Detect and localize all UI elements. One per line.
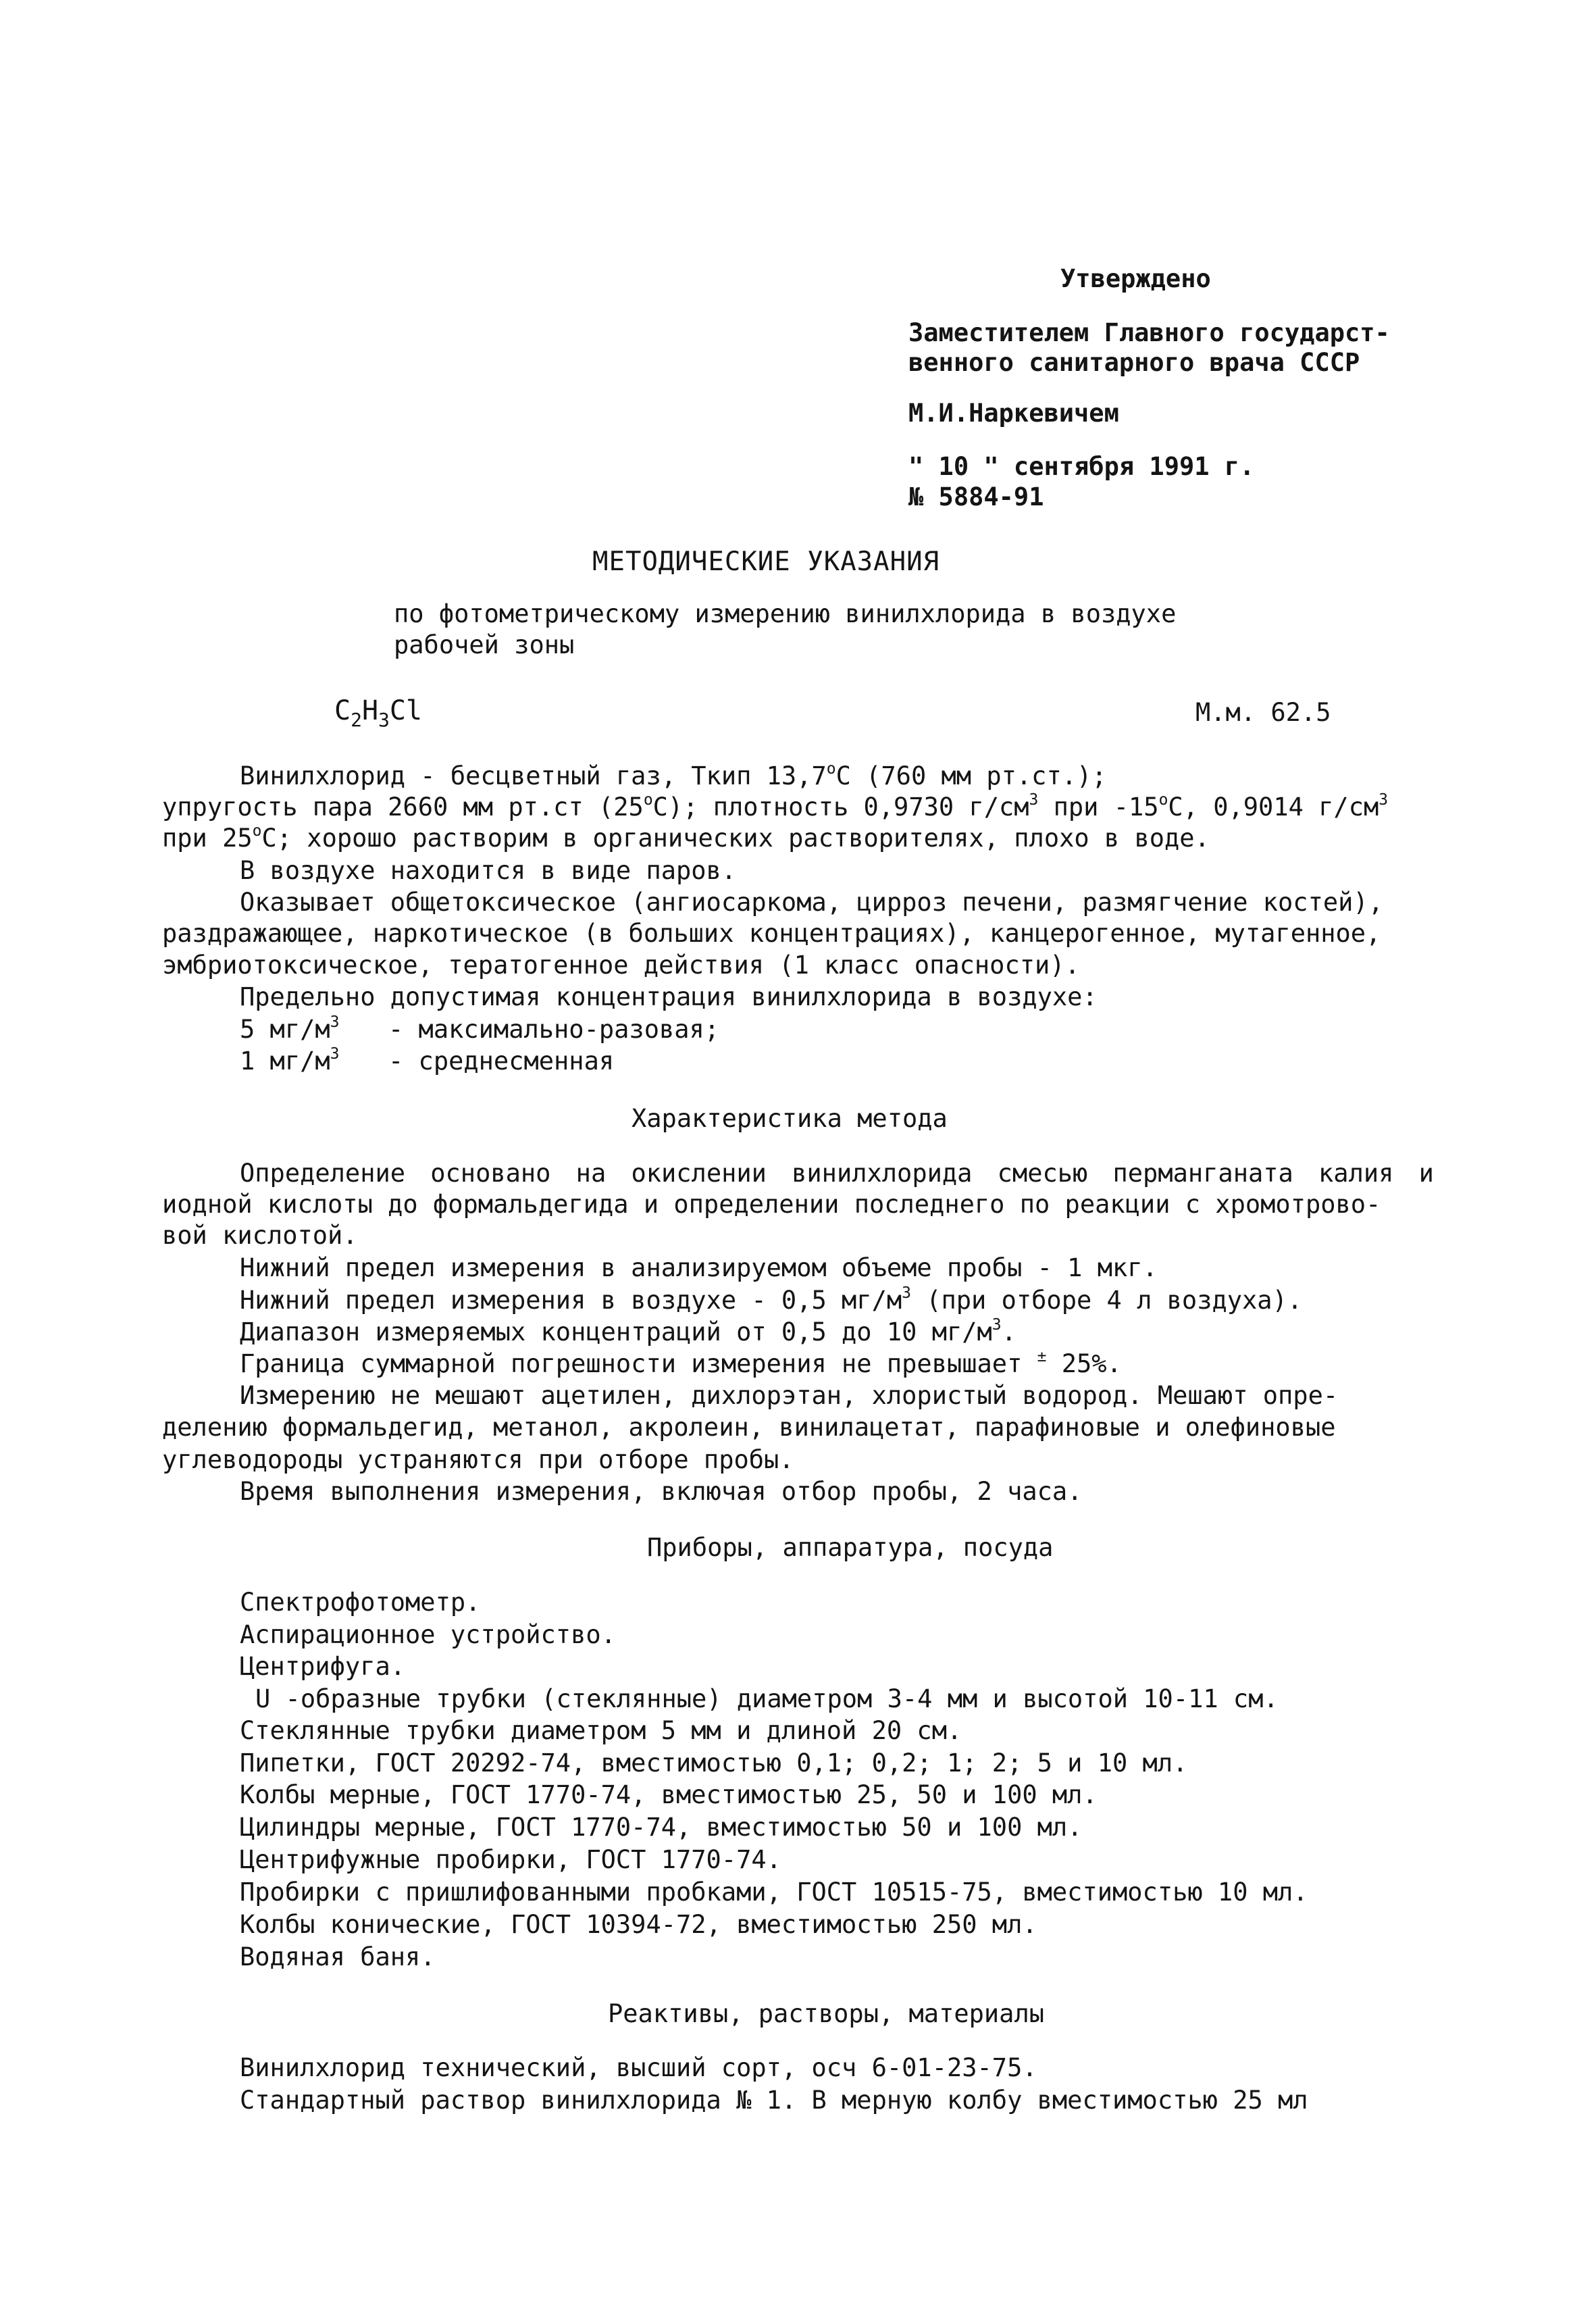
subtitle-line2: рабочей зоны [394, 630, 575, 659]
method-l2: Нижний предел измерения в воздухе - 0,5 $мг/м^3$ (при отборе 4 л воздуха). [240, 1284, 1303, 1315]
props-line3: при 25$^o$С; хорошо растворим в органических растворителях, плохо в воде. [162, 822, 1210, 853]
reagents-heading: Реактивы, растворы, материалы [608, 1999, 1045, 2028]
word: окислении [631, 1159, 767, 1188]
word: Определение [240, 1159, 406, 1188]
method-l5: Время выполнения измерения, включая отбор пробы, 2 часа. [240, 1477, 1083, 1506]
word: и [1418, 1159, 1434, 1188]
chemical-formula: $C_2H_3Cl$ [334, 695, 423, 731]
word: перманганата [1112, 1159, 1293, 1188]
reagents-item: Винилхлорид технический, высший сорт, осч 6-01-23-75. [240, 2053, 1037, 2082]
equipment-heading: Приборы, аппаратура, посуда [647, 1533, 1054, 1562]
equipment-item: Центрифужные пробирки, ГОСТ 1770-74. [240, 1845, 781, 1874]
props-line7: эмбриотоксическое, тератогенное действия (1 класс опасности). [162, 951, 1080, 980]
document-title: МЕТОДИЧЕСКИЕ УКАЗАНИЯ [592, 547, 940, 577]
pdk-avg-value: 1 $мг/м^3$ [240, 1045, 340, 1076]
equipment-item: Пипетки, ГОСТ 20292-74, вместимостью 0,1; 0,2; 1; 2; 5 и 10 мл. [240, 1749, 1188, 1778]
equipment-item: U -образные трубки (стеклянные) диаметром 3-4 мм и высотой 10-11 см. [255, 1684, 1279, 1713]
method-p2-line1: Измерению не мешают ацетилен, дихлорэтан, хлористый водород. Мешают опре- [240, 1381, 1339, 1410]
pdk-max-value: 5 $мг/м^3$ [240, 1013, 340, 1044]
method-p2-line3: углеводороды устраняются при отборе пробы. [162, 1445, 794, 1474]
pdk-max-text: - максимально-разовая; [388, 1015, 720, 1044]
reagents-item: Стандартный раствор винилхлорида № 1. В мерную колбу вместимостью 25 мл [240, 2086, 1308, 2115]
method-heading: Характеристика метода [632, 1104, 948, 1133]
props-line5: Оказывает общетоксическое (ангиосаркома, цирроз печени, размягчение костей), [240, 888, 1383, 917]
equipment-item: Стеклянные трубки диаметром 5 мм и длиной 20 см. [240, 1716, 962, 1745]
props-line8: Предельно допустимая концентрация винилхлорида в воздухе: [240, 982, 1098, 1011]
props-line1: Винилхлорид - бесцветный газ, Ткип 13,7$^o$С (760 мм рт.ст.); [240, 759, 1107, 790]
method-l3: Диапазон измеряемых концентраций от 0,5 до 10 $мг/м^3$. [240, 1315, 1016, 1347]
word: на [575, 1159, 607, 1188]
approval-by-line1: Заместителем Главного государст- [908, 318, 1390, 347]
word: основано [430, 1159, 551, 1188]
molar-mass: М.м. 62.5 [1195, 698, 1331, 727]
equipment-item: Центрифуга. [240, 1652, 406, 1681]
equipment-item: Спектрофотометр. [240, 1588, 481, 1617]
approval-label: Утверждено [1060, 264, 1211, 293]
pdk-avg-text: - среднесменная [388, 1047, 615, 1076]
word: смесью [997, 1159, 1088, 1188]
equipment-item: Цилиндры мерные, ГОСТ 1770-74, вместимостью 50 и 100 мл. [240, 1813, 1083, 1842]
method-p1-line1 [240, 1161, 1434, 1186]
approval-date: " 10 " сентября 1991 г. [908, 452, 1255, 481]
equipment-item: Пробирки с пришлифованными пробками, ГОСТ 10515-75, вместимостью 10 мл. [240, 1878, 1308, 1907]
subtitle-line1: по фотометрическому измерению винилхлорида в воздухе [394, 599, 1177, 628]
props-line2: упругость пара 2660 мм рт.ст (25$^o$С); плотность 0,9730 $г/см^3$ при -15$^o$С, 0,9014 $г/см^3$ [162, 790, 1389, 822]
word: калия [1318, 1159, 1394, 1188]
approval-by-line2: венного санитарного врача СССР [908, 348, 1360, 377]
method-l1: Нижний предел измерения в анализируемом объеме пробы - 1 мкг. [240, 1253, 1158, 1282]
approval-number: № 5884-91 [908, 482, 1044, 511]
props-line4: В воздухе находится в виде паров. [240, 856, 737, 885]
props-line6: раздражающее, наркотическое (в больших концентрациях), канцерогенное, мутагенное, [162, 919, 1381, 948]
method-p1-line2: иодной кислоты до формальдегида и определении последнего по реакции с хромотрово- [162, 1190, 1381, 1219]
approval-name: М.И.Наркевичем [908, 399, 1119, 428]
equipment-item: Водяная баня. [240, 1942, 436, 1971]
equipment-item: Колбы мерные, ГОСТ 1770-74, вместимостью 25, 50 и 100 мл. [240, 1780, 1098, 1809]
method-p1-line3: вой кислотой. [162, 1221, 358, 1250]
word: винилхлорида [792, 1159, 973, 1188]
equipment-item: Аспирационное устройство. [240, 1620, 616, 1649]
method-l4: Граница суммарной погрешности измерения не превышает ± 25%. [240, 1347, 1122, 1378]
equipment-item: Колбы конические, ГОСТ 10394-72, вместимостью 250 мл. [240, 1910, 1037, 1939]
method-p2-line2: делению формальдегид, метанол, акролеин, винилацетат, парафиновые и олефиновые [162, 1413, 1336, 1442]
